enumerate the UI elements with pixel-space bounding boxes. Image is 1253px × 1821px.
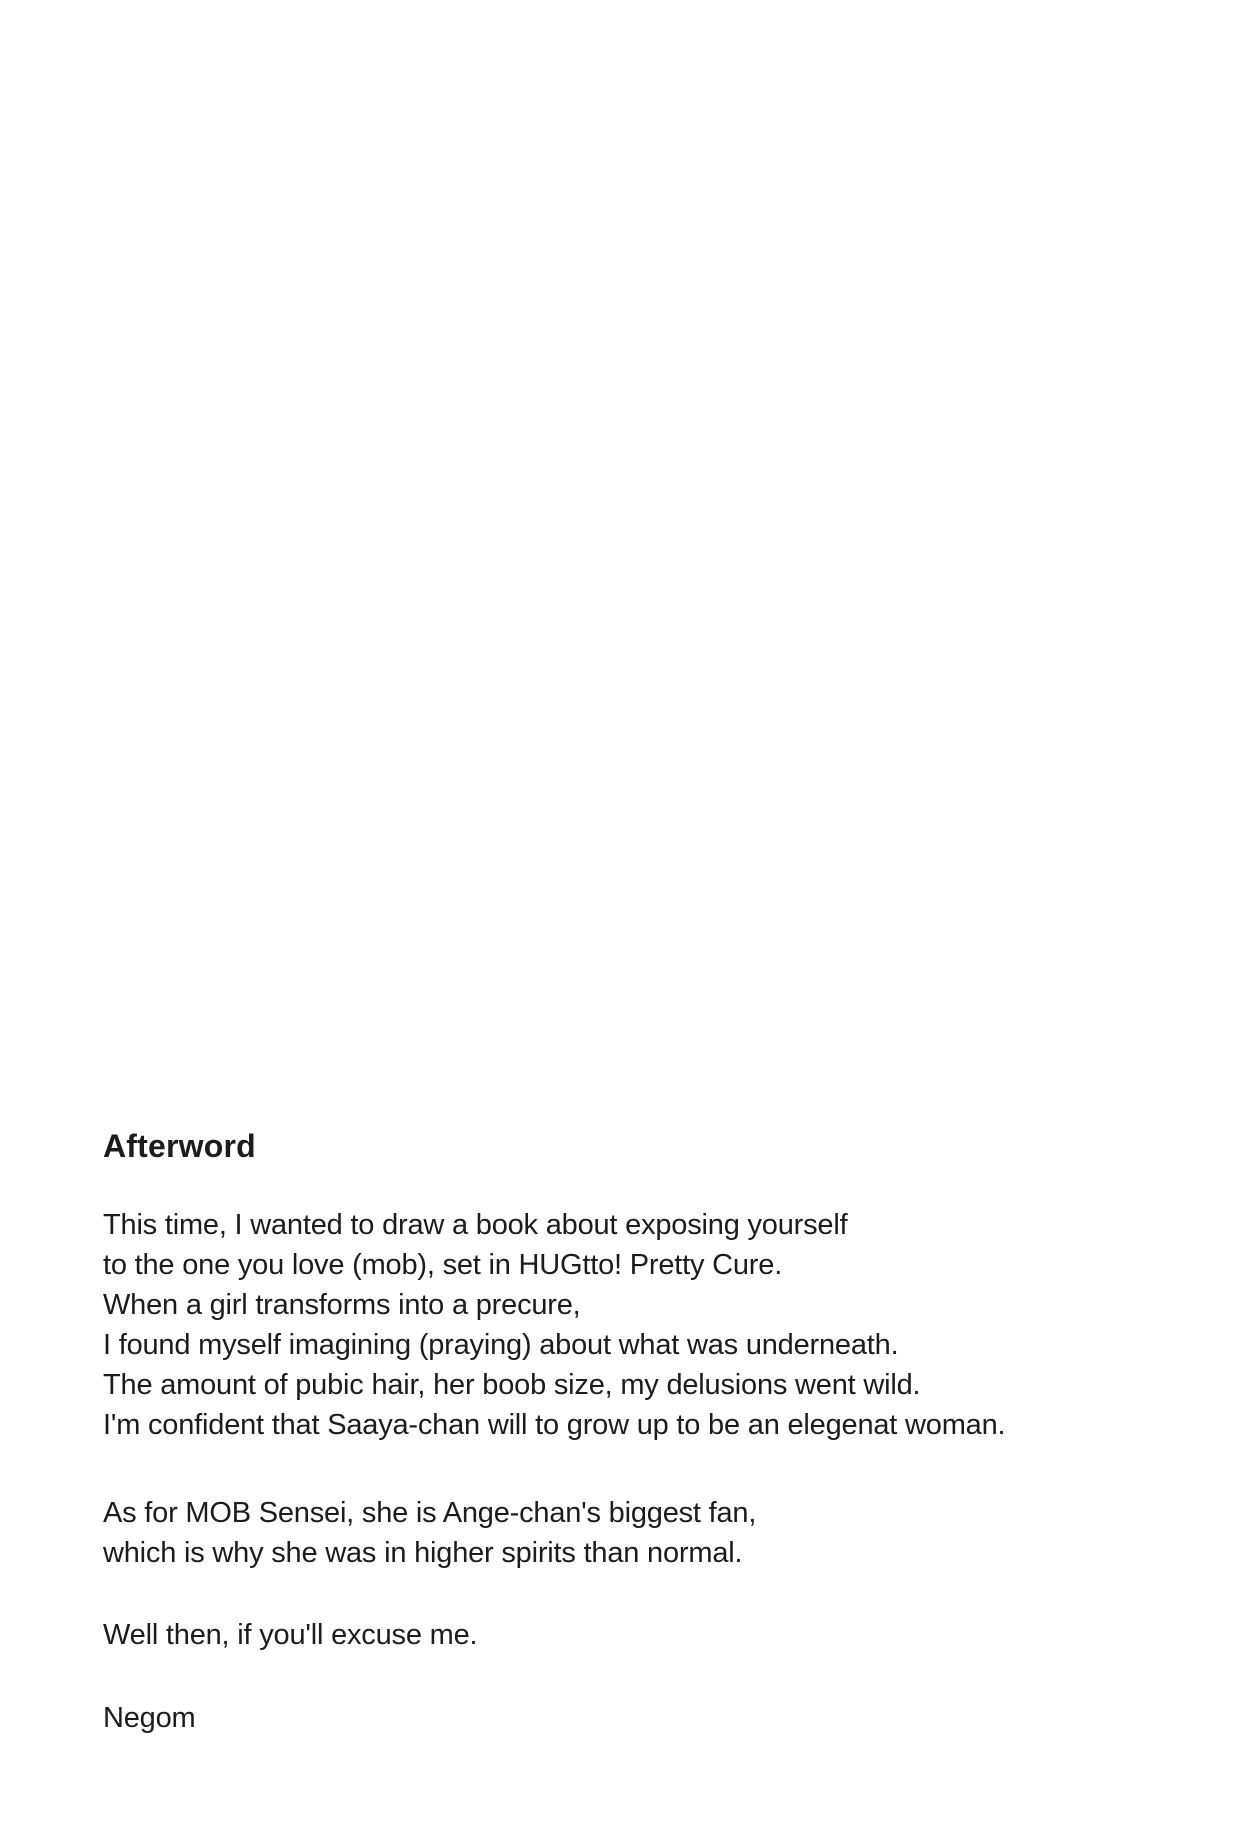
afterword-paragraph-1 <box>103 1205 1183 1445</box>
paragraph-line: to the one you love (mob), set in HUGtto! Pretty Cure. <box>103 1249 783 1281</box>
paragraph-line: I'm confident that Saaya-chan will to grow up to be an elegenat woman. <box>103 1409 1006 1441</box>
author-signature <box>103 1698 1183 1738</box>
paragraph-line: which is why she was in higher spirits than normal. <box>103 1537 743 1569</box>
afterword-heading: Afterword <box>103 1128 256 1164</box>
paragraph-line: Well then, if you'll excuse me. <box>103 1619 478 1651</box>
paragraph-line: I found myself imagining (praying) about what was underneath. <box>103 1329 899 1361</box>
afterword-section <box>103 1126 1183 1738</box>
paragraph-line: This time, I wanted to draw a book about exposing yourself <box>103 1209 848 1241</box>
paragraph-line: When a girl transforms into a precure, <box>103 1289 581 1321</box>
paragraph-line: As for MOB Sensei, she is Ange-chan's biggest fan, <box>103 1497 757 1529</box>
signature-name: Negom <box>103 1702 196 1734</box>
paragraph-line: The amount of pubic hair, her boob size, my delusions went wild. <box>103 1369 921 1401</box>
closing-remark <box>103 1615 1183 1655</box>
afterword-paragraph-2 <box>103 1493 1183 1573</box>
